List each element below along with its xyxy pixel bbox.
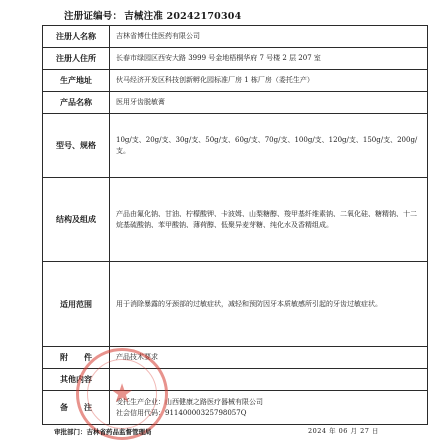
table-row	[43, 262, 428, 347]
product-name-value: 医用牙齿脱敏膏	[110, 92, 428, 114]
row-key: 适用范围	[43, 262, 110, 347]
table-row	[43, 92, 428, 114]
row-key: 其他内容	[43, 369, 110, 391]
seal-star-icon: ★	[110, 379, 134, 409]
table-row	[43, 114, 428, 178]
row-key: 结构及组成	[43, 178, 110, 262]
registration-number-label: 注册证编号：	[64, 11, 123, 22]
issue-date: 2024 年 06 月 27 日	[308, 427, 379, 435]
row-key: 注册人名称	[43, 26, 110, 48]
scope-value: 用于消除暴露的牙颈部的过敏症状，减轻和预防因牙本质敏感所引起的牙齿过敏症状。	[110, 262, 428, 347]
registrant-name-value: 吉林省博仕佳医药有限公司	[110, 26, 428, 48]
row-key: 备 注	[43, 391, 110, 425]
registrant-address-value: 长春市绿园区西安大路 3999 号金地梧桐华府 7 号楼 2 层 207 室	[110, 48, 428, 70]
composition-value: 产品由氟化钠、甘油、柠檬酸钾、卡波姆、山梨糖醇、羧甲基纤维素钠、二氧化硅、糖精钠、十二烷基硫酸钠、苯甲酸钠、薄荷醇、低聚异麦芽糖、纯化水及香精组成。	[110, 178, 428, 262]
remarks-value: 受托生产企业：山西健康之路医疗器械有限公司 社会信用代码：91140000325798057Q	[110, 391, 428, 425]
row-key: 注册人住所	[43, 48, 110, 70]
registration-number-value: 吉械注准 20242170304	[124, 11, 242, 22]
table-row	[43, 48, 428, 70]
table-row	[43, 178, 428, 262]
table-row	[43, 26, 428, 48]
row-key: 型号、规格	[43, 114, 110, 178]
row-key: 产品名称	[43, 92, 110, 114]
attachment-value: 产品技术要求	[110, 347, 428, 369]
production-address-value: 伙马经济开发区科技创新孵化园标准厂房 1 栋厂房（委托生产）	[110, 70, 428, 92]
registration-number	[64, 8, 241, 22]
row-key: 附 件	[43, 347, 110, 369]
issuing-authority: 审批部门：吉林省药品监督管理局	[54, 428, 152, 436]
table-row	[43, 70, 428, 92]
model-spec-value: 10g/支、20g/支、30g/支、50g/支、60g/支、70g/支、100g/支、120g/支、150g/支、200g/支。	[110, 114, 428, 178]
row-key: 生产地址	[43, 70, 110, 92]
